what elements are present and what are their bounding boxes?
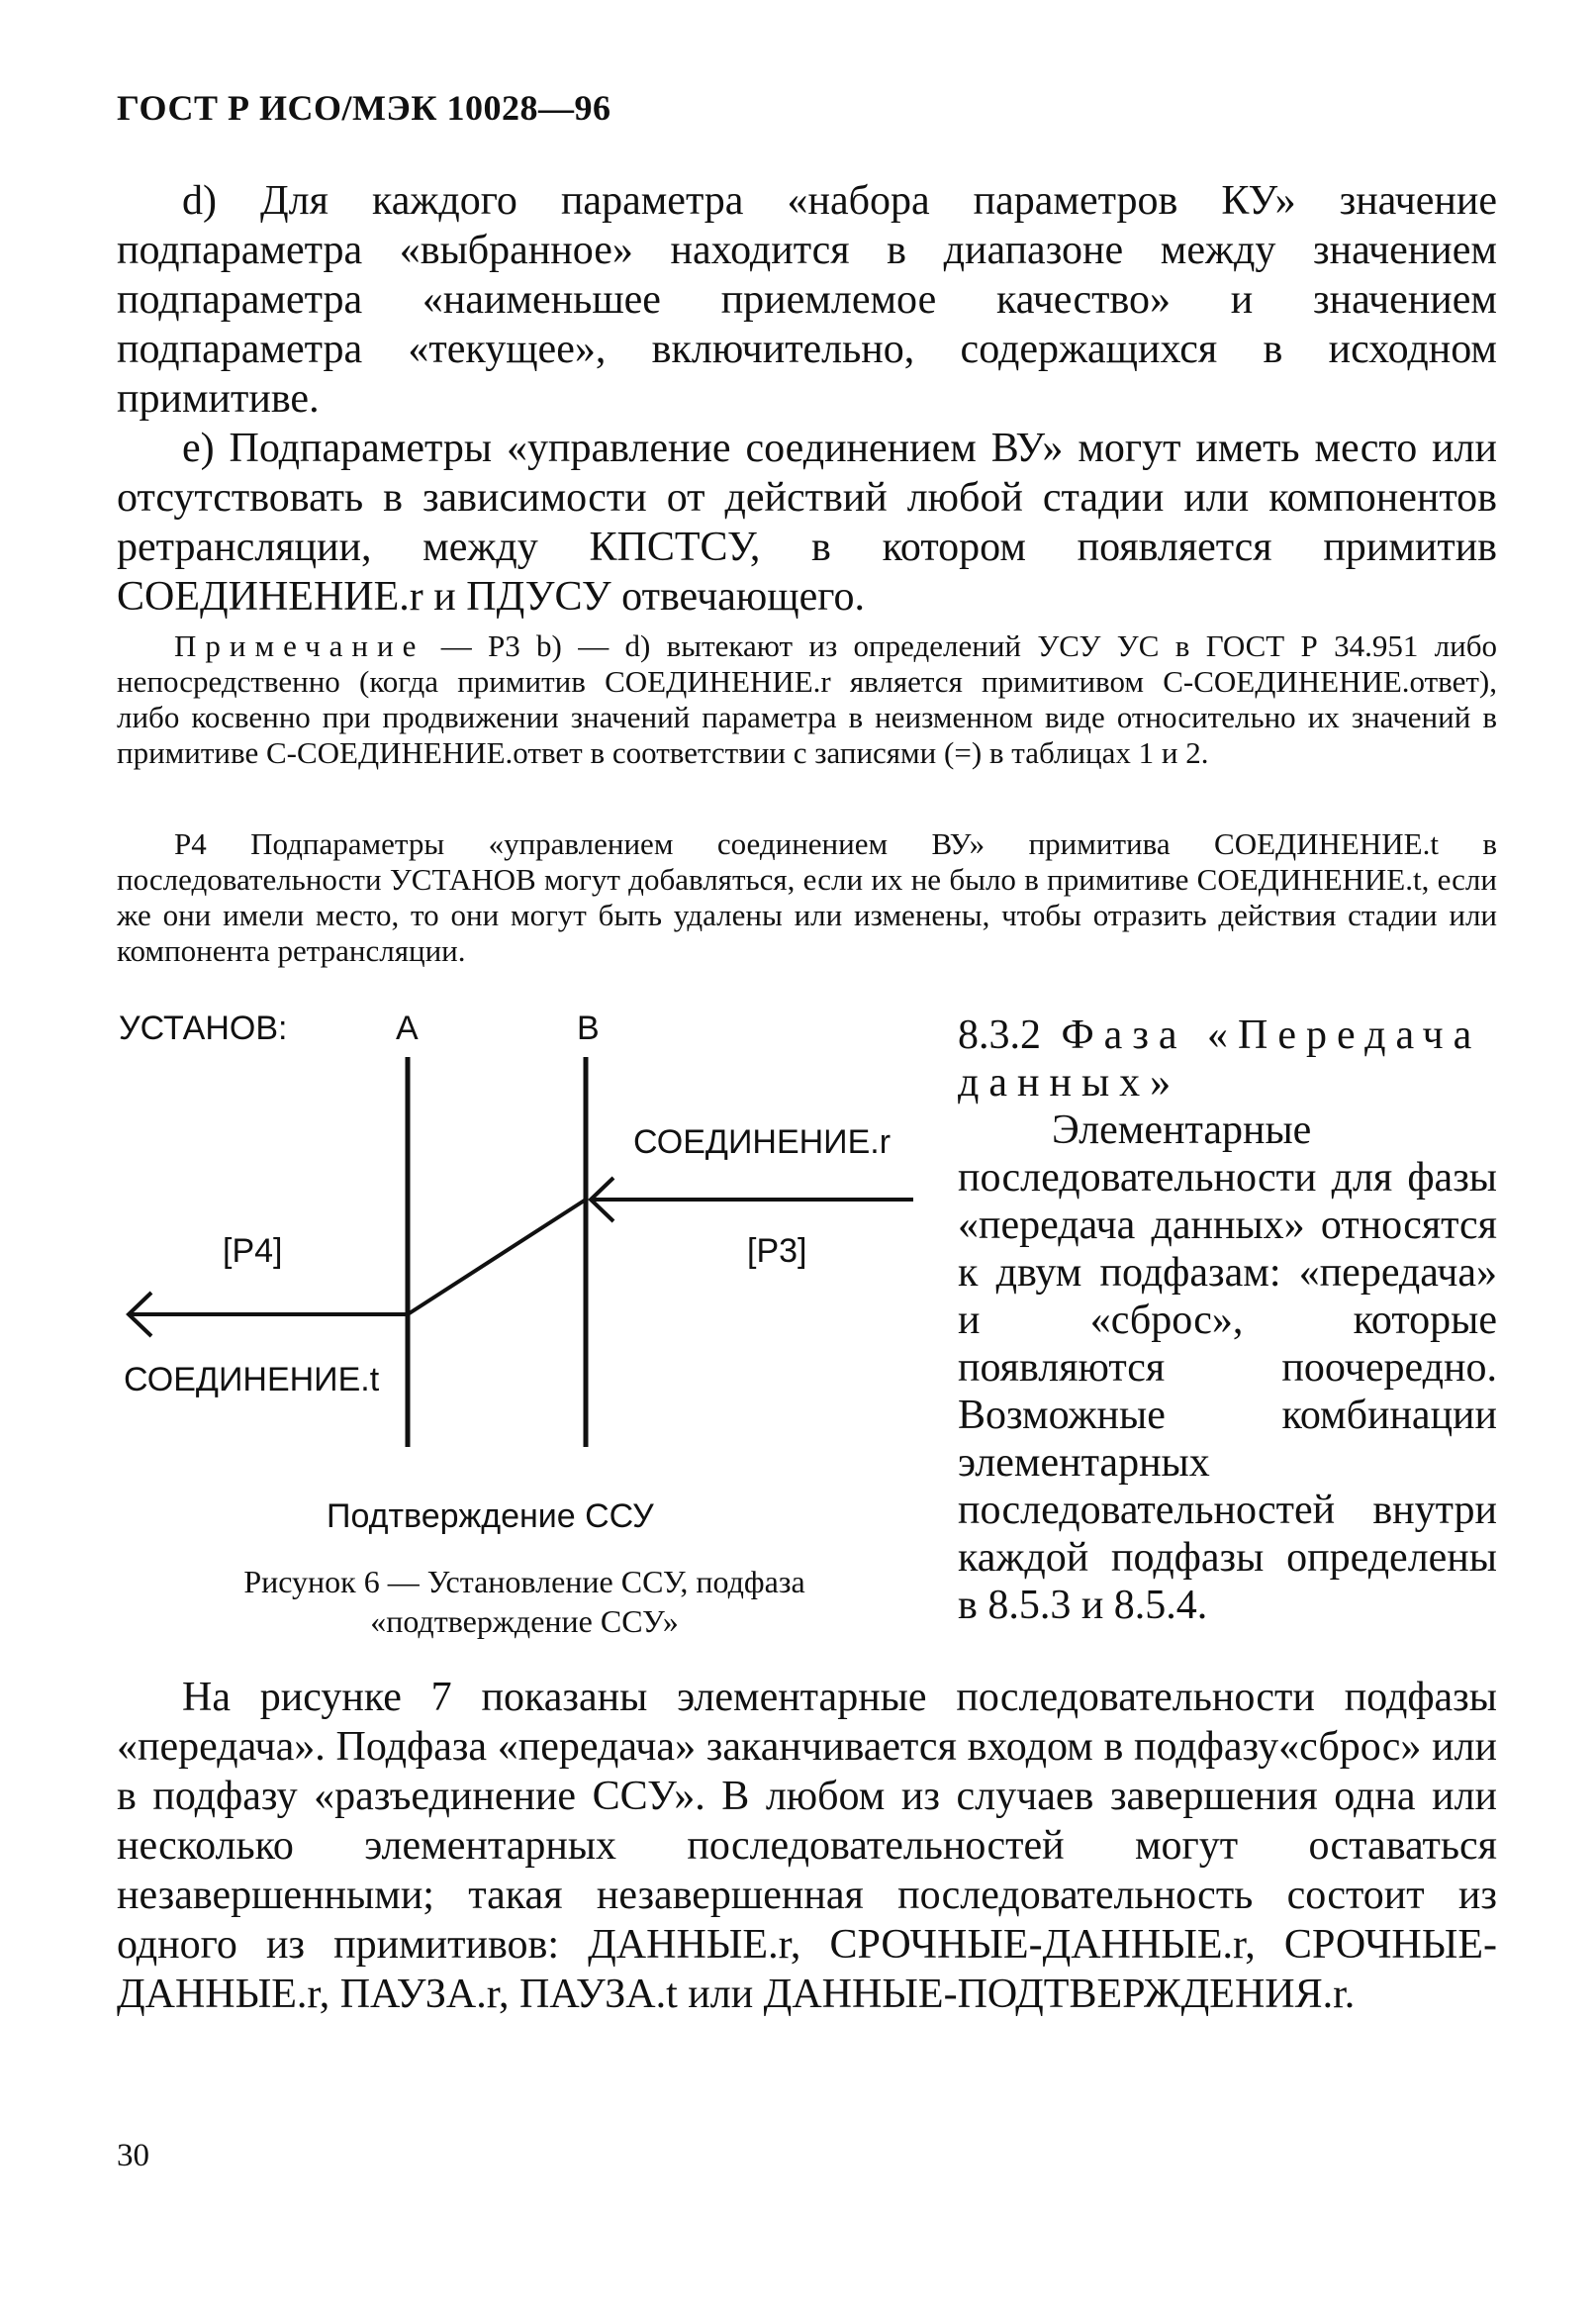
section-8-3-2 bbox=[958, 1011, 1497, 1629]
note-label: Примечание bbox=[174, 628, 425, 663]
label-p3: [P3] bbox=[747, 1232, 807, 1270]
label-b: B bbox=[577, 1010, 600, 1047]
sequence-diagram bbox=[114, 1000, 925, 1554]
label-ustanov: УСТАНОВ: bbox=[119, 1010, 288, 1047]
section-title: Фаза «Передача данных» bbox=[958, 1012, 1482, 1106]
paragraph-d: d) Для каждого параметра «набора параметров КУ» значение подпараметра «выбранное» находится в диапазоне между значением подпараметра «наименьшее приемлемое качество» и значением подпараметра «текущее», включительно, содержащихся в исходном примитиве. bbox=[117, 178, 1497, 422]
paragraph-final: На рисунке 7 показаны элементарные последовательности подфазы «передача». Подфаза «передача» заканчивается входом в подфазу«сброс» или в подфазу «разъединение ССУ». В любом из случаев завершения одна или несколько элементарных последовательностей могут оставаться незавершенными; такая незавершенная последовательность состоит из одного из примитивов: ДАННЫЕ.r, СРОЧНЫЕ-ДАННЫЕ.r, СРОЧНЫЕ-ДАННЫЕ.r, ПАУЗА.r, ПАУЗА.t или ДАННЫЕ-ПОДТВЕРЖДЕНИЯ.r. bbox=[117, 1675, 1497, 2017]
note-p4: Р4 Подпараметры «управлением соединением ВУ» примитива СОЕДИНЕНИЕ.t в последовательности УСТАНОВ могут добавляться, если их не было в примитиве СОЕДИНЕНИЕ.t, если же они имели место, то они могут быть удалены или изменены, чтобы отразить действия стадии или компонента ретрансляции. bbox=[117, 826, 1497, 968]
label-soed-r: СОЕДИНЕНИЕ.r bbox=[633, 1123, 892, 1161]
page-header: ГОСТ Р ИСО/МЭК 10028—96 bbox=[117, 88, 611, 128]
figure-caption-line2: «подтверждение ССУ» bbox=[370, 1603, 679, 1639]
section-text: Элементарные последовательности для фазы «передача данных» относятся к двум подфазам: «передача» и «сброс», которые появляются поочередно. Возможные комбинации элементарных последовательностей внутри каждой подфазы определены в 8.5.3 и 8.5.4. bbox=[958, 1107, 1497, 1628]
section-heading bbox=[958, 1011, 1497, 1107]
label-soed-t: СОЕДИНЕНИЕ.t bbox=[124, 1361, 380, 1398]
label-p4: [P4] bbox=[223, 1232, 283, 1270]
section-number: 8.3.2 bbox=[958, 1012, 1041, 1058]
note-p3 bbox=[117, 628, 1497, 771]
page-number: 30 bbox=[117, 2138, 149, 2173]
figure-caption-line1: Рисунок 6 — Установление ССУ, подфаза bbox=[243, 1564, 805, 1599]
label-confirm: Подтверждение ССУ bbox=[327, 1497, 654, 1535]
note-p3-text: — Р3 b) — d) вытекают из определений УСУ УС в ГОСТ Р 34.951 либо непосредственно (когда примитив СОЕДИНЕНИЕ.r является примитивом С-СОЕДИНЕНИЕ.ответ), либо косвенно при продвижении значений параметра в неизменном виде относительно их значений в примитиве С-СОЕДИНЕНИЕ.ответ в соответствии с записями (=) в таблицах 1 и 2. bbox=[117, 628, 1497, 770]
diagonal-line bbox=[408, 1200, 586, 1314]
paragraph-e: e) Подпараметры «управление соединением ВУ» могут иметь место или отсутствовать в зависимости от действий любой стадии или компонентов ретрансляции, между КПСТСУ, в котором появляется примитив СОЕДИНЕНИЕ.r и ПДУСУ отвечающего. bbox=[117, 426, 1497, 620]
label-a: A bbox=[396, 1010, 419, 1047]
